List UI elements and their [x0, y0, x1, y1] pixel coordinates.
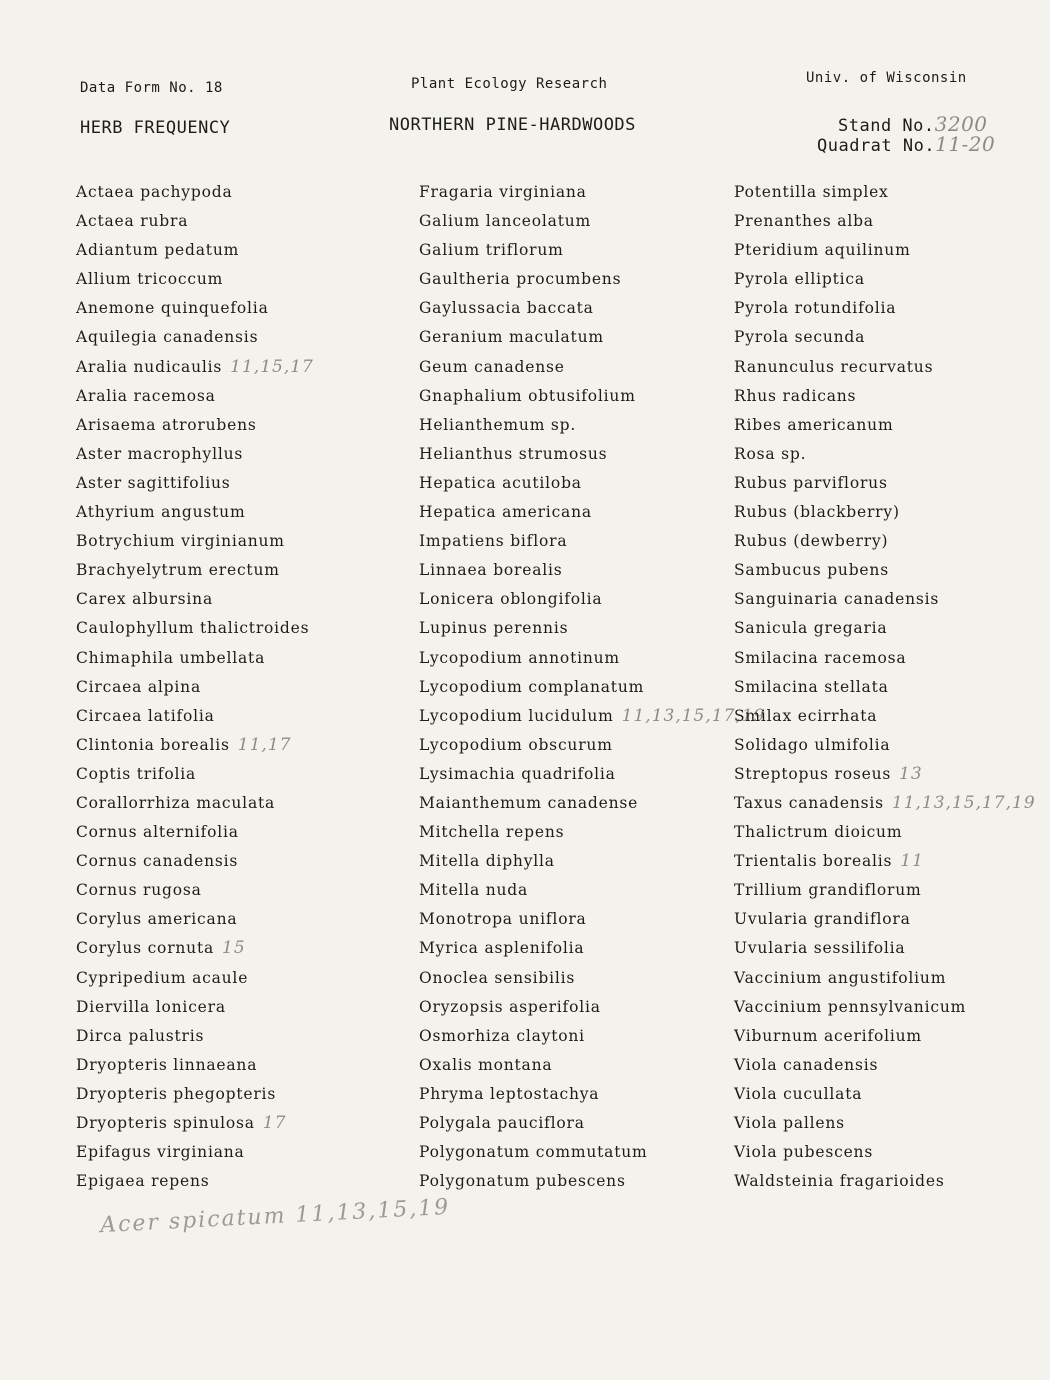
species-row: [419, 236, 765, 265]
species-row: [734, 585, 1036, 614]
species-name: Corallorrhiza maculata: [76, 793, 276, 812]
species-name: Viola pubescens: [734, 1143, 874, 1162]
species-name: Cornus alternifolia: [76, 823, 239, 842]
species-name: Oxalis montana: [419, 1055, 553, 1074]
species-row: [76, 644, 314, 673]
species-name: Thalictrum dioicum: [734, 823, 903, 842]
species-name: Chimaphila umbellata: [76, 648, 266, 667]
species-row: [734, 673, 1036, 702]
species-name: Pyrola rotundifolia: [734, 299, 897, 318]
species-name: Epifagus virginiana: [76, 1143, 245, 1162]
species-row: [419, 585, 765, 614]
species-row: [76, 905, 314, 934]
species-row: [419, 1167, 765, 1196]
species-name: Rubus parviflorus: [734, 473, 888, 492]
species-row: [734, 789, 1036, 818]
species-row: [419, 556, 765, 585]
species-name: Hepatica acutiloba: [419, 473, 582, 492]
species-name: Corylus americana: [76, 910, 238, 929]
species-row: [734, 1109, 1036, 1138]
species-row: [419, 876, 765, 905]
species-name: Rosa sp.: [734, 444, 807, 463]
organization: Plant Ecology Research: [411, 76, 608, 92]
species-row: [734, 323, 1036, 352]
species-row: [76, 498, 314, 527]
species-row: [76, 178, 314, 207]
species-name: Athyrium angustum: [76, 503, 246, 522]
species-name: Hepatica americana: [419, 503, 592, 522]
species-name: Aralia racemosa: [76, 386, 216, 405]
species-name: Lycopodium complanatum: [419, 677, 645, 696]
species-name: Ranunculus recurvatus: [734, 357, 934, 376]
species-row: [419, 178, 765, 207]
species-row: [419, 934, 765, 963]
species-row: [734, 993, 1036, 1022]
species-name: Rubus (blackberry): [734, 503, 900, 522]
species-row: [734, 469, 1036, 498]
species-row: [734, 265, 1036, 294]
species-name: Lonicera oblongifolia: [419, 590, 603, 609]
quadrat-tally: 15: [222, 938, 246, 959]
species-row: [734, 731, 1036, 760]
quadrat-tally: 11: [900, 851, 924, 872]
species-row: [734, 382, 1036, 411]
species-name: Solidago ulmifolia: [734, 735, 891, 754]
species-row: [734, 760, 1036, 789]
species-name: Lycopodium obscurum: [419, 735, 613, 754]
species-column-3: [734, 178, 1036, 1196]
species-name: Taxus canadensis: [734, 793, 884, 812]
species-row: [419, 411, 765, 440]
species-row: [76, 731, 314, 760]
species-name: Viola pallens: [734, 1114, 845, 1132]
species-row: [419, 294, 765, 323]
species-row: [419, 614, 765, 643]
species-row: [734, 1022, 1036, 1051]
quadrat-value: 11-20: [935, 132, 996, 156]
species-name: Carex albursina: [76, 590, 213, 609]
species-name: Dryopteris phegopteris: [76, 1084, 277, 1103]
species-name: Helianthemum sp.: [419, 415, 577, 434]
species-row: [734, 353, 1036, 382]
species-row: [419, 1051, 765, 1080]
species-name: Uvularia grandiflora: [734, 910, 911, 929]
quadrat-tally: 17: [262, 1113, 287, 1133]
species-row: [76, 818, 314, 847]
species-row: [419, 207, 765, 236]
species-name: Viburnum acerifolium: [734, 1026, 922, 1045]
species-name: Pyrola elliptica: [734, 270, 865, 289]
species-name: Gaylussacia baccata: [419, 299, 594, 318]
species-name: Corylus cornuta: [76, 939, 215, 958]
species-name: Gnaphalium obtusifolium: [419, 386, 636, 405]
species-name: Cypripedium acaule: [76, 968, 249, 987]
species-row: [734, 934, 1036, 963]
form-number: Data Form No. 18: [80, 80, 223, 96]
species-name: Cornus canadensis: [76, 852, 239, 871]
species-name: Uvularia sessilifolia: [734, 939, 906, 958]
quadrat-tally: 11,13,15,17,19: [621, 705, 766, 726]
species-row: [76, 382, 314, 411]
species-name: Sambucus pubens: [734, 561, 889, 580]
species-row: [76, 702, 314, 731]
species-row: [419, 1022, 765, 1051]
species-row: [419, 818, 765, 847]
form-title: HERB FREQUENCY: [80, 118, 231, 138]
stand-label: Stand No.: [838, 116, 935, 136]
species-row: [734, 440, 1036, 469]
species-name: Anemone quinquefolia: [76, 299, 269, 318]
species-name: Myrica asplenifolia: [419, 939, 585, 958]
quadrat-tally: 13: [899, 763, 923, 784]
species-name: Circaea alpina: [76, 677, 201, 696]
species-column-1: [76, 178, 314, 1196]
species-name: Trientalis borealis: [734, 852, 893, 871]
species-row: [734, 207, 1036, 236]
species-name: Helianthus strumosus: [419, 444, 608, 463]
species-row: [419, 702, 765, 731]
species-name: Smilacina stellata: [734, 677, 889, 696]
species-row: [419, 673, 765, 702]
species-row: [76, 993, 314, 1022]
species-row: [734, 1051, 1036, 1080]
species-row: [734, 294, 1036, 323]
species-row: [76, 934, 314, 963]
species-name: Dryopteris linnaeana: [76, 1055, 258, 1074]
species-name: Aquilegia canadensis: [76, 328, 259, 347]
species-row: [419, 847, 765, 876]
species-row: [734, 178, 1036, 207]
species-row: [419, 760, 765, 789]
species-name: Streptopus roseus: [734, 764, 892, 783]
species-name: Arisaema atrorubens: [76, 415, 257, 434]
species-name: Brachyelytrum erectum: [76, 561, 280, 580]
species-name: Onoclea sensibilis: [419, 968, 576, 987]
species-name: Lupinus perennis: [419, 619, 569, 638]
species-row: [76, 1022, 314, 1051]
species-row: [76, 294, 314, 323]
species-name: Monotropa uniflora: [419, 910, 587, 929]
species-row: [419, 964, 765, 993]
species-name: Circaea latifolia: [76, 706, 215, 725]
species-row: [734, 905, 1036, 934]
species-row: [734, 556, 1036, 585]
species-name: Actaea pachypoda: [76, 183, 233, 201]
species-row: [419, 265, 765, 294]
species-name: Polygala pauciflora: [419, 1114, 585, 1132]
species-name: Epigaea repens: [76, 1172, 210, 1191]
species-row: [76, 265, 314, 294]
species-name: Impatiens biflora: [419, 532, 568, 551]
species-name: Sanicula gregaria: [734, 619, 888, 638]
species-name: Vaccinium pennsylvanicum: [734, 997, 967, 1016]
species-name: Phryma leptostachya: [419, 1084, 600, 1103]
species-row: [76, 760, 314, 789]
species-name: Actaea rubra: [76, 212, 189, 231]
species-name: Galium lanceolatum: [419, 212, 592, 231]
species-row: [419, 469, 765, 498]
species-name: Botrychium virginianum: [76, 532, 285, 551]
species-name: Pteridium aquilinum: [734, 241, 911, 260]
species-row: [76, 556, 314, 585]
quadrat-tally: 11,13,15,17,19: [891, 792, 1036, 813]
species-row: [734, 644, 1036, 673]
species-row: [419, 440, 765, 469]
species-row: [76, 1051, 314, 1080]
species-row: [76, 789, 314, 818]
species-name: Mitella diphylla: [419, 852, 555, 871]
species-name: Maianthemum canadense: [419, 793, 639, 812]
species-name: Geum canadense: [419, 357, 565, 376]
species-row: [734, 818, 1036, 847]
species-row: [734, 1080, 1036, 1109]
species-name: Potentilla simplex: [734, 183, 889, 201]
species-name: Lysimachia quadrifolia: [419, 764, 616, 783]
quadrat-label: Quadrat No.: [817, 136, 936, 156]
species-name: Pyrola secunda: [734, 328, 866, 347]
species-row: [734, 1167, 1036, 1196]
species-name: Smilax ecirrhata: [734, 706, 878, 725]
forest-type: NORTHERN PINE-HARDWOODS: [389, 115, 636, 135]
species-name: Gaultheria procumbens: [419, 270, 622, 289]
species-row: [734, 702, 1036, 731]
species-row: [419, 353, 765, 382]
species-row: [734, 236, 1036, 265]
species-row: [419, 527, 765, 556]
species-row: [419, 1138, 765, 1167]
species-name: Caulophyllum thalictroides: [76, 619, 310, 638]
species-name: Smilacina racemosa: [734, 648, 907, 667]
species-row: [419, 382, 765, 411]
species-name: Osmorhiza claytoni: [419, 1026, 585, 1045]
species-row: [76, 614, 314, 643]
species-row: [734, 527, 1036, 556]
species-name: Aralia nudicaulis: [76, 357, 223, 376]
quadrat-tally: 11,15,17: [230, 356, 314, 377]
species-name: Dirca palustris: [76, 1026, 205, 1045]
species-name: Geranium maculatum: [419, 328, 604, 347]
species-name: Waldsteinia fragarioides: [734, 1172, 945, 1191]
species-name: Diervilla lonicera: [76, 997, 226, 1016]
species-row: [76, 411, 314, 440]
species-name: Lycopodium annotinum: [419, 648, 620, 667]
species-name: Sanguinaria canadensis: [734, 590, 940, 609]
species-row: [76, 236, 314, 265]
species-column-2: [419, 178, 765, 1196]
species-row: [419, 644, 765, 673]
species-row: [76, 1109, 314, 1138]
species-row: [76, 440, 314, 469]
species-row: [734, 847, 1036, 876]
species-row: [419, 789, 765, 818]
species-row: [76, 1080, 314, 1109]
species-name: Lycopodium lucidulum: [419, 706, 614, 725]
species-row: [419, 323, 765, 352]
species-row: [734, 498, 1036, 527]
species-name: Cornus rugosa: [76, 881, 202, 900]
species-row: [734, 964, 1036, 993]
species-row: [419, 1109, 765, 1138]
university: Univ. of Wisconsin: [806, 70, 967, 86]
species-name: Trillium grandiflorum: [734, 881, 922, 900]
species-row: [76, 527, 314, 556]
species-name: Rhus radicans: [734, 386, 857, 405]
species-row: [76, 207, 314, 236]
species-row: [76, 353, 314, 382]
species-row: [734, 614, 1036, 643]
species-name: Aster macrophyllus: [76, 444, 244, 463]
species-name: Rubus (dewberry): [734, 532, 889, 551]
species-name: Viola canadensis: [734, 1055, 879, 1074]
species-row: [734, 1138, 1036, 1167]
species-name: Coptis trifolia: [76, 764, 197, 783]
species-row: [419, 1080, 765, 1109]
species-row: [76, 847, 314, 876]
species-name: Aster sagittifolius: [76, 473, 231, 492]
species-row: [76, 469, 314, 498]
species-row: [76, 1138, 314, 1167]
species-row: [734, 876, 1036, 905]
species-name: Fragaria virginiana: [419, 183, 587, 201]
species-name: Polygonatum pubescens: [419, 1172, 626, 1191]
species-name: Prenanthes alba: [734, 212, 874, 231]
species-row: [76, 323, 314, 352]
species-name: Dryopteris spinulosa: [76, 1114, 255, 1132]
species-row: [76, 876, 314, 905]
species-name: Clintonia borealis: [76, 735, 230, 754]
species-name: Vaccinium angustifolium: [734, 968, 947, 987]
species-row: [76, 585, 314, 614]
species-row: [76, 964, 314, 993]
species-name: Allium tricoccum: [76, 270, 224, 289]
species-name: Oryzopsis asperifolia: [419, 997, 601, 1016]
species-row: [419, 498, 765, 527]
species-row: [419, 993, 765, 1022]
species-name: Viola cucullata: [734, 1084, 863, 1103]
species-row: [734, 411, 1036, 440]
species-row: [76, 1167, 314, 1196]
species-name: Polygonatum commutatum: [419, 1143, 648, 1162]
quadrat-number: [817, 132, 995, 156]
species-name: Ribes americanum: [734, 415, 894, 434]
quadrat-tally: 11,17: [237, 734, 292, 755]
species-name: Mitella nuda: [419, 881, 529, 900]
species-row: [419, 905, 765, 934]
species-name: Adiantum pedatum: [76, 241, 240, 260]
species-row: [76, 673, 314, 702]
stand-value: 3200: [934, 112, 988, 136]
species-name: Linnaea borealis: [419, 561, 563, 580]
species-name: Galium triflorum: [419, 241, 564, 260]
species-name: Mitchella repens: [419, 823, 565, 842]
handwritten-footnote: Acer spicatum 11,13,15,19: [99, 1194, 451, 1239]
species-row: [419, 731, 765, 760]
